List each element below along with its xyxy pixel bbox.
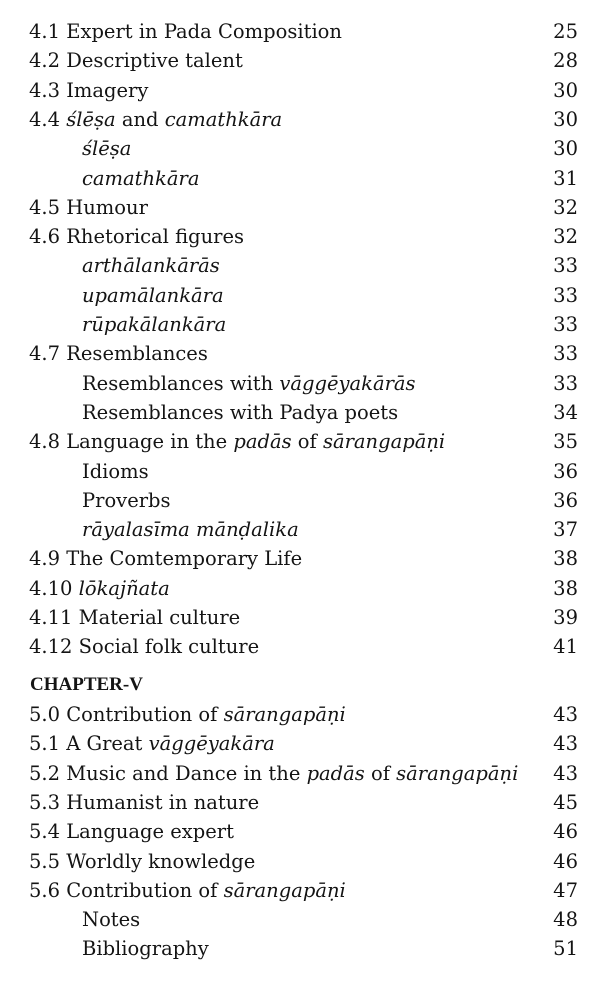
italic-term: padās (306, 761, 365, 785)
title-text: 4.1 Expert in Pada Composition (29, 20, 342, 43)
italic-term: sārangapāṇi (396, 761, 519, 785)
toc-entry-title (29, 46, 243, 75)
toc-entry-page: 30 (553, 137, 578, 161)
title-text: Idioms (82, 459, 149, 483)
toc-entry (0, 544, 600, 573)
toc-entry-page: 33 (553, 342, 578, 366)
title-text: Bibliography (82, 937, 209, 961)
toc-entry (0, 574, 600, 603)
title-text: 4.3 Imagery (29, 78, 149, 102)
title-text: 4.4 (29, 107, 67, 131)
toc-entry (0, 310, 600, 339)
toc-entry-title (82, 164, 199, 193)
toc-entry-title (82, 281, 224, 310)
italic-term: vāggēyakārās (279, 371, 416, 395)
toc-entry-title (82, 905, 140, 934)
toc-entry (0, 369, 600, 398)
toc-entry-page: 33 (553, 283, 578, 307)
toc-entry (0, 817, 600, 846)
toc-entry-title (29, 700, 346, 729)
toc-entry-title (82, 486, 171, 515)
toc-entry-page: 25 (553, 20, 578, 43)
title-text: 4.7 Resemblances (29, 342, 208, 366)
title-text: 4.9 The Comtemporary Life (29, 547, 303, 571)
italic-term: sārangapāṇi (322, 430, 446, 454)
toc-entry (0, 251, 600, 280)
toc-entry (0, 788, 600, 817)
toc-entry (0, 193, 600, 222)
toc-entry-page: 39 (553, 606, 578, 629)
toc-entry (0, 398, 600, 427)
toc-entry-title (29, 105, 282, 134)
toc-entry (0, 339, 600, 368)
toc-entry-page: 38 (553, 547, 578, 571)
toc-entry (0, 76, 600, 105)
toc-entry (0, 486, 600, 515)
toc-entry-page: 28 (553, 49, 578, 73)
title-text: Notes (82, 908, 141, 932)
toc-entry-page: 47 (553, 878, 578, 902)
title-text: and (115, 107, 165, 131)
toc-entry (0, 427, 600, 456)
toc-entry-page: 43 (553, 732, 578, 756)
toc-entry-title (82, 310, 226, 339)
toc-entry-title (82, 134, 131, 163)
toc-entry-page: 30 (553, 78, 578, 102)
toc-entry-page: 38 (553, 576, 578, 600)
italic-term: camathkāra (82, 166, 200, 190)
toc-entry (0, 515, 600, 544)
title-text: 5.3 Humanist in nature (29, 790, 260, 814)
toc-entry-title (29, 76, 148, 105)
italic-term: ślēṣa (82, 137, 132, 161)
title-text: 5.1 A Great (29, 732, 149, 756)
toc-entry-page: 31 (553, 166, 578, 190)
title-text: 5.2 Music and Dance in the (29, 761, 307, 785)
title-text: 5.0 Contribution of (29, 703, 224, 726)
toc-entry-title (29, 788, 259, 817)
italic-term: ślēṣa (66, 107, 116, 131)
toc-entry-title (29, 339, 208, 368)
italic-term: rāyalasīma mānḍalika (82, 518, 299, 542)
toc-entry-title (82, 369, 416, 398)
title-text: 4.8 Language in the (29, 430, 234, 454)
title-text: 4.12 Social folk culture (29, 635, 260, 659)
toc-entry-title (29, 427, 445, 456)
toc-entry-title (29, 574, 170, 603)
toc-entry-page: 45 (553, 790, 578, 814)
toc-entry-title (29, 603, 240, 632)
italic-term: camathkāra (164, 107, 283, 131)
toc-entry (0, 729, 600, 758)
toc-entry (0, 17, 600, 46)
title-text: 4.11 Material culture (29, 606, 241, 629)
title-text: 5.5 Worldly knowledge (29, 849, 256, 873)
toc-entry-title (29, 876, 346, 905)
toc-entry (0, 105, 600, 134)
title-text: 4.6 Rhetorical figures (29, 225, 245, 249)
toc-entry-title (29, 544, 302, 573)
toc-entry-page: 51 (553, 937, 578, 961)
toc-entry (0, 847, 600, 876)
toc-entry-page: 33 (553, 371, 578, 395)
toc-entry-title (29, 222, 244, 251)
toc-entry (0, 934, 600, 963)
title-text: 4.2 Descriptive talent (29, 49, 243, 73)
title-text: of (291, 430, 323, 454)
toc-entry-title (29, 632, 259, 661)
toc-entry-title (29, 193, 148, 222)
italic-term: sārangapāṇi (223, 703, 346, 726)
toc-entry-page: 48 (553, 908, 578, 932)
toc-entry-page: 33 (553, 313, 578, 336)
toc-entry-page: 33 (553, 254, 578, 278)
toc-entry-title (29, 847, 255, 876)
toc-entry-title (29, 817, 234, 846)
italic-term: lōkajñata (78, 576, 170, 600)
italic-term: sārangapāṇi (223, 878, 346, 902)
toc-entry-page: 41 (553, 635, 578, 659)
title-text: of (364, 761, 397, 785)
chapter-5-heading: CHAPTER-V (30, 674, 143, 695)
toc-entry-title (82, 457, 149, 486)
italic-term: rūpakālankāra (82, 313, 227, 336)
toc-entry-title (82, 251, 220, 280)
title-text: 5.4 Language expert (29, 820, 234, 844)
title-text: Proverbs (82, 488, 171, 512)
toc-entry (0, 759, 600, 788)
toc-entry-page: 30 (553, 107, 578, 131)
toc-entry (0, 603, 600, 632)
toc-entry (0, 281, 600, 310)
toc-entry-page: 46 (553, 820, 578, 844)
italic-term: arthālankārās (82, 254, 220, 278)
italic-term: vāggēyakāra (148, 732, 275, 756)
title-text: Resemblances with Padya poets (82, 400, 399, 424)
toc-entry-page: 35 (553, 430, 578, 454)
title-text: 4.5 Humour (29, 195, 148, 219)
toc-entry-page: 32 (553, 225, 578, 249)
toc-entry-page: 43 (553, 703, 578, 726)
toc-entry-page: 36 (553, 488, 578, 512)
toc-entry-page: 36 (553, 459, 578, 483)
italic-term: upamālankāra (82, 283, 224, 307)
toc-entry-title (29, 17, 342, 46)
toc-entry (0, 905, 600, 934)
toc-entry-title (29, 759, 518, 788)
toc-entry (0, 632, 600, 661)
toc-entry-page: 32 (553, 195, 578, 219)
italic-term: padās (233, 430, 292, 454)
toc-entry (0, 46, 600, 75)
toc-entry-title (82, 934, 209, 963)
toc-entry-title (82, 515, 299, 544)
toc-entry (0, 457, 600, 486)
title-text: Resemblances with (82, 371, 280, 395)
toc-entry-page: 37 (553, 518, 578, 542)
title-text: 4.10 (29, 576, 79, 600)
toc-entry (0, 700, 600, 729)
toc-entry (0, 134, 600, 163)
toc-entry (0, 222, 600, 251)
toc-entry (0, 876, 600, 905)
toc-entry-page: 46 (553, 849, 578, 873)
toc-entry-title (82, 398, 398, 427)
toc-entry-page: 34 (553, 400, 578, 424)
toc-entry-title (29, 729, 275, 758)
toc-entry (0, 164, 600, 193)
title-text: 5.6 Contribution of (29, 878, 224, 902)
toc-entry-page: 43 (553, 761, 578, 785)
